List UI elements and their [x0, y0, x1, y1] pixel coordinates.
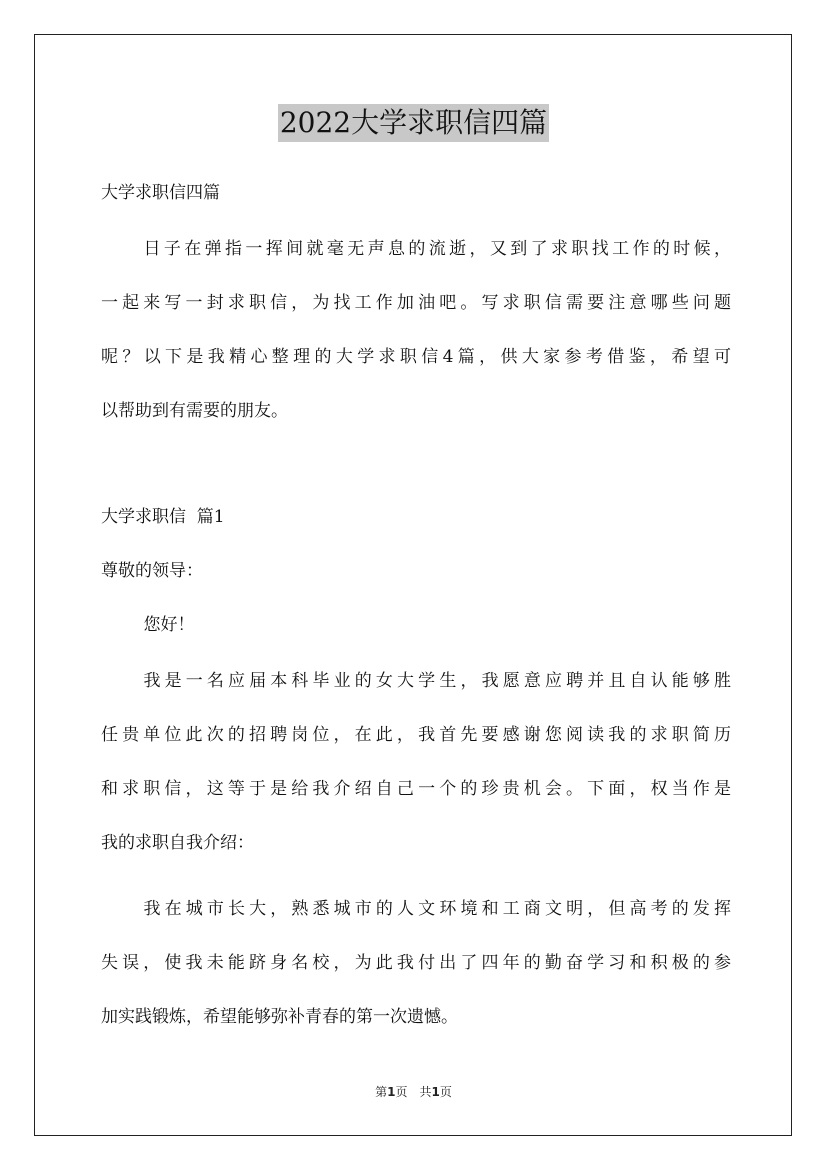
paragraph-line: 和求职信，这等于是给我介绍自己一个的珍贵机会。下面，权当作是	[101, 779, 731, 799]
letter-paragraph-2	[101, 882, 731, 1044]
total-label-prefix: 共	[419, 1085, 432, 1099]
page-label-suffix: 页	[395, 1085, 408, 1099]
page-footer	[0, 1083, 827, 1100]
document-title: 2022大学求职信四篇	[278, 104, 549, 142]
paragraph-line: 任贵单位此次的招聘岗位，在此，我首先要感谢您阅读我的求职简历	[101, 725, 731, 745]
paragraph-line: 我的求职自我介绍：	[101, 833, 254, 853]
paragraph-line: 我是一名应届本科毕业的女大学生，我愿意应聘并且自认能够胜	[143, 671, 731, 691]
total-pages: 1	[431, 1085, 440, 1099]
greeting: 您好！	[143, 615, 195, 635]
intro-line: 呢？以下是我精心整理的大学求职信4篇，供大家参考借鉴，希望可	[101, 347, 731, 367]
section-title: 大学求职信 篇1	[101, 507, 225, 527]
salutation: 尊敬的领导：	[101, 561, 203, 581]
paragraph-line: 加实践锻炼，希望能够弥补青春的第一次遗憾。	[101, 1007, 458, 1027]
letter-paragraph-1	[101, 654, 731, 870]
document-heading: 大学求职信四篇	[101, 183, 220, 203]
page-number: 1	[387, 1085, 396, 1099]
document-body	[101, 176, 731, 1044]
intro-line: 日子在弹指一挥间就毫无声息的流逝，又到了求职找工作的时候，	[143, 239, 731, 259]
page-label-prefix: 第	[375, 1085, 388, 1099]
paragraph-line: 我在城市长大，熟悉城市的人文环境和工商文明，但高考的发挥	[143, 899, 731, 919]
intro-paragraph	[101, 222, 731, 438]
total-label-suffix: 页	[439, 1085, 452, 1099]
intro-line: 一起来写一封求职信，为找工作加油吧。写求职信需要注意哪些问题	[101, 293, 731, 313]
paragraph-line: 失误，使我未能跻身名校，为此我付出了四年的勤奋学习和积极的参	[101, 953, 731, 973]
intro-line: 以帮助到有需要的朋友。	[101, 401, 288, 421]
title-container	[0, 104, 827, 142]
